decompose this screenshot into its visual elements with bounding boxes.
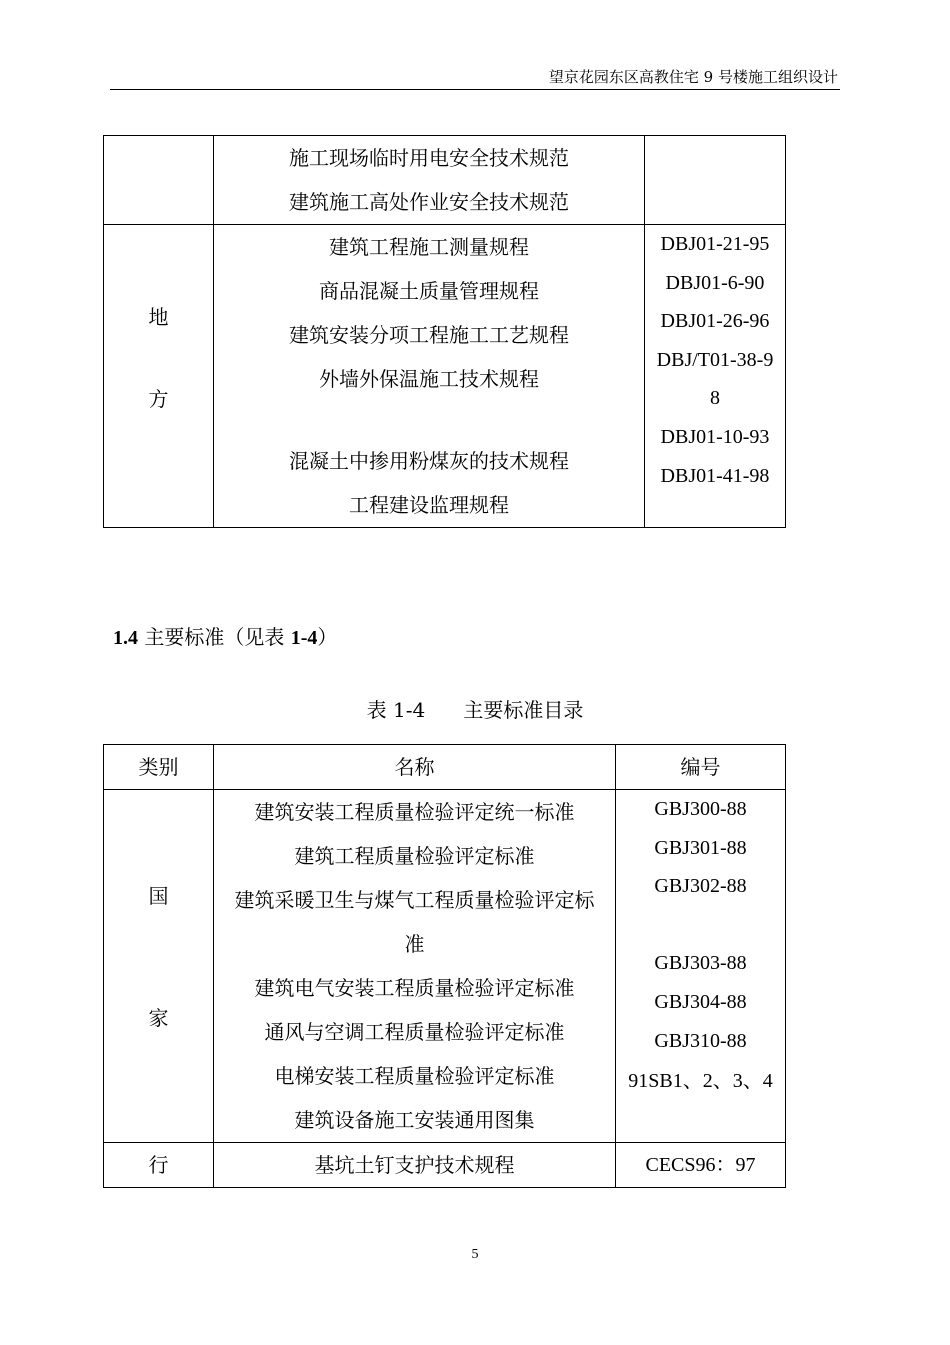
header-name: 名称: [394, 755, 435, 779]
category-cell: [104, 225, 214, 528]
standard-code: GBJ302-88: [654, 875, 747, 898]
page-number: 5: [471, 1247, 479, 1262]
standard-name: 外墙外保温施工技术规程: [319, 367, 539, 391]
category-char: 方: [148, 387, 169, 411]
table-row: [104, 225, 786, 528]
code-cell: [616, 790, 786, 1143]
standard-name: 建筑施工高处作业安全技术规范: [289, 190, 569, 214]
standard-name: 建筑工程施工测量规程: [329, 235, 529, 259]
standard-name: 工程建设监理规程: [349, 493, 509, 517]
table-header-row: [104, 745, 786, 790]
table-row: [104, 790, 786, 1143]
section-title: 主要标准（见表: [138, 625, 291, 649]
standard-name: 建筑设备施工安装通用图集: [294, 1108, 535, 1132]
running-header: 望京花园东区高教住宅 9 号楼施工组织设计: [548, 68, 838, 86]
table-caption: 表 1-4 主要标准目录: [366, 698, 584, 722]
standard-code: GBJ300-88: [654, 798, 747, 820]
header-category: 类别: [138, 755, 179, 779]
header-code: 编号: [680, 755, 721, 779]
standard-code: DBJ01-21-95: [660, 233, 770, 255]
standard-code: DBJ01-6-90: [665, 271, 765, 294]
main-standards-table: [103, 744, 786, 1188]
category-label: 行: [148, 1153, 169, 1177]
table-row: [104, 1143, 786, 1188]
section-heading: [113, 621, 337, 650]
standard-name: 电梯安装工程质量检验评定标准: [274, 1064, 555, 1088]
standard-name: 建筑采暖卫生与煤气工程质量检验评定标: [234, 888, 595, 912]
section-title-close: ）: [317, 625, 338, 649]
standard-code: 8: [710, 387, 720, 410]
category-cell: [104, 790, 214, 1143]
standard-name: 准: [404, 932, 425, 956]
section-table-ref: 1-4: [290, 627, 318, 649]
header-cell: [616, 745, 786, 790]
table-row: [104, 136, 786, 225]
section-number: 1.4: [113, 627, 138, 649]
category-char: 国: [148, 884, 169, 908]
standard-code: 91SB1、2、3、4: [628, 1070, 773, 1093]
standard-name: 建筑安装分项工程施工工艺规程: [289, 323, 569, 347]
category-cell: [104, 1143, 214, 1188]
code-cell: [645, 136, 786, 225]
header-rule: [110, 89, 840, 90]
code-cell: [616, 1143, 786, 1188]
standard-code: GBJ310-88: [654, 1029, 747, 1052]
standard-code: GBJ303-88: [654, 952, 747, 975]
standard-code: DBJ01-41-98: [660, 464, 770, 487]
standard-name: 商品混凝土质量管理规程: [319, 279, 539, 303]
standard-code: GBJ304-88: [654, 990, 747, 1013]
standard-code: GBJ301-88: [654, 836, 747, 859]
header-cell: [104, 745, 214, 790]
name-cell: [214, 136, 645, 225]
standards-table-continued: [103, 135, 786, 528]
standard-name: 通风与空调工程质量检验评定标准: [264, 1020, 565, 1044]
standard-code: DBJ01-26-96: [660, 310, 770, 333]
standard-code: DBJ01-10-93: [660, 425, 770, 448]
standard-name: 施工现场临时用电安全技术规范: [289, 146, 569, 170]
category-cell: [104, 136, 214, 225]
code-cell: [645, 225, 786, 528]
standard-name: 建筑安装工程质量检验评定统一标准: [254, 800, 575, 824]
standard-code: DBJ/T01-38-9: [656, 348, 774, 371]
standard-name: 混凝土中掺用粉煤灰的技术规程: [289, 449, 569, 473]
name-cell: [214, 1143, 616, 1188]
standard-name: 建筑工程质量检验评定标准: [294, 844, 535, 868]
category-char: 地: [148, 305, 169, 329]
header-cell: [214, 745, 616, 790]
standard-name: 建筑电气安装工程质量检验评定标准: [254, 976, 575, 1000]
name-cell: [214, 225, 645, 528]
standard-code: CECS96：97: [645, 1154, 756, 1176]
standard-name: 基坑土钉支护技术规程: [314, 1153, 515, 1177]
category-char: 家: [148, 1006, 169, 1030]
name-cell: [214, 790, 616, 1143]
